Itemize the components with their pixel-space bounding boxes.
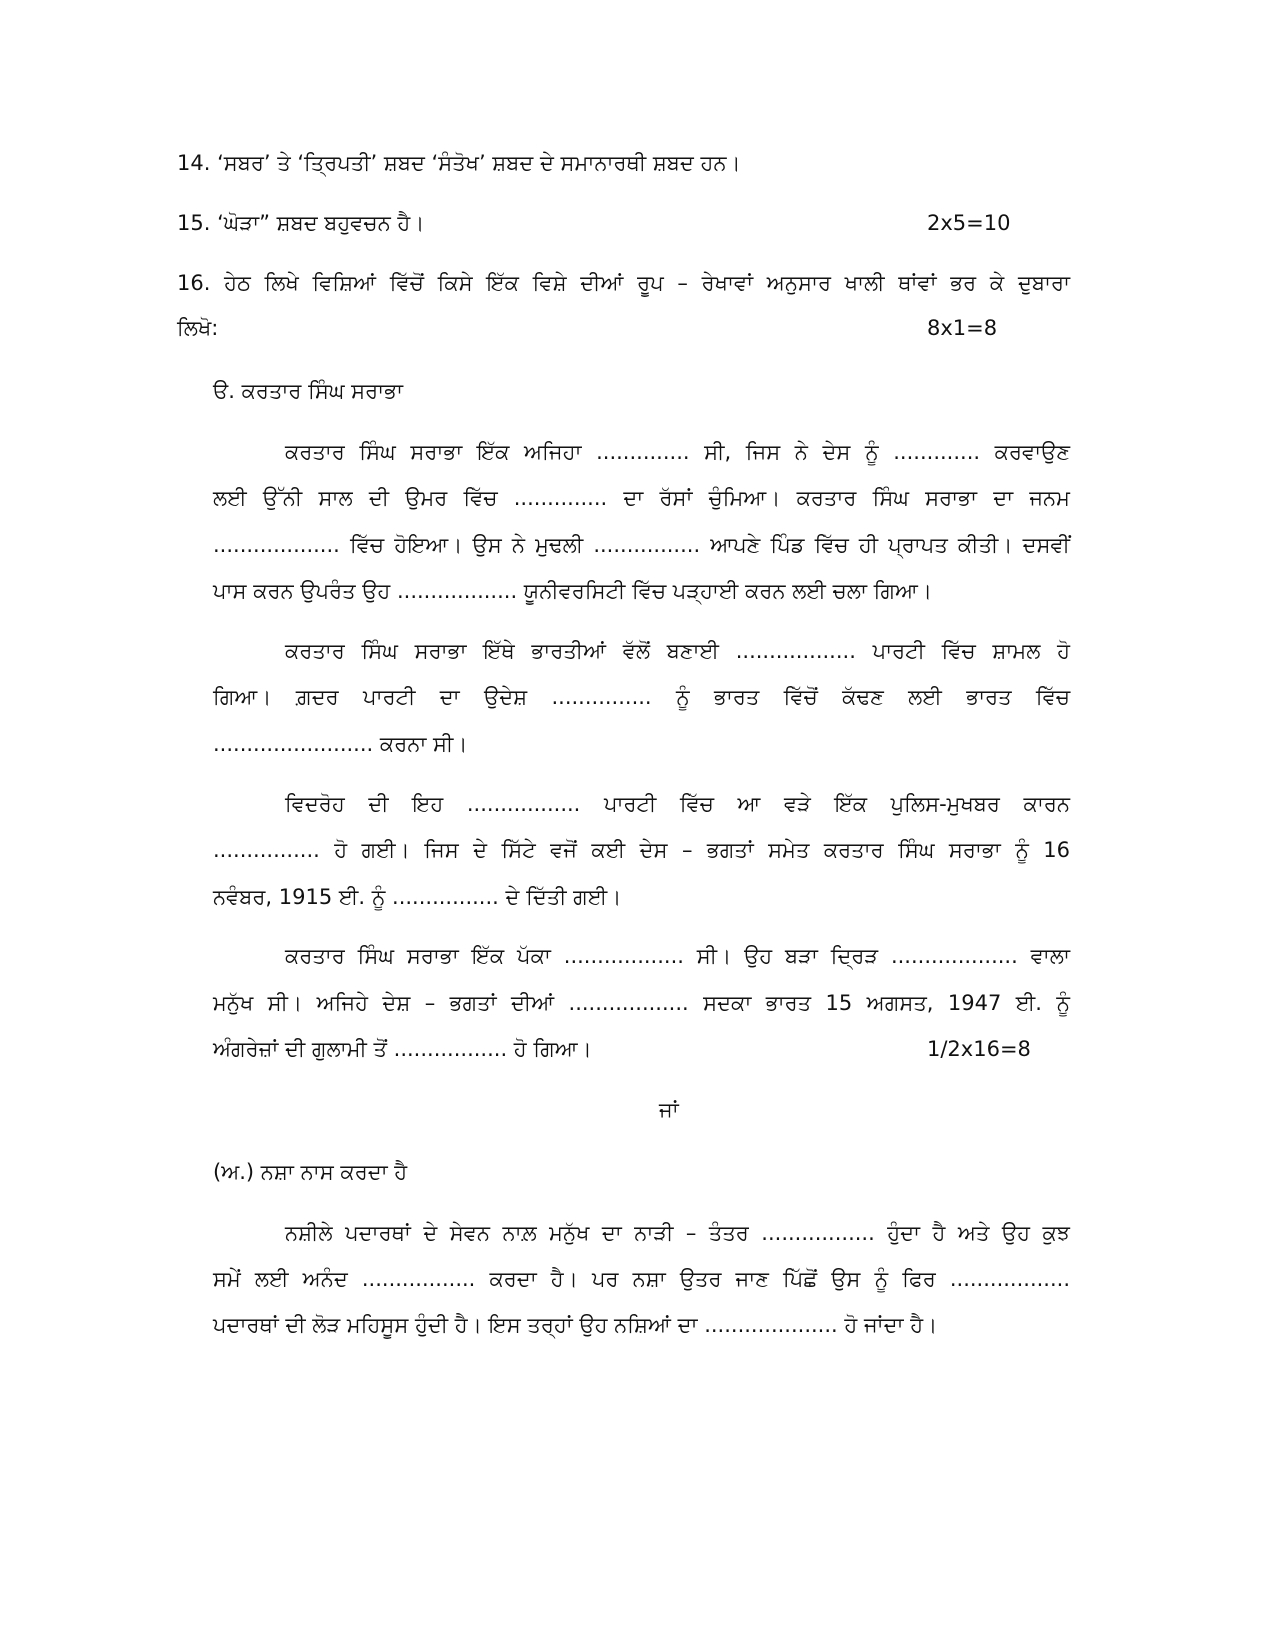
paragraph-4-marks: 1/2x16=8 <box>927 1037 1031 1061</box>
paragraph-4-line-2: ਮਨੁੱਖ ਸੀ। ਅਜਿਹੇ ਦੇਸ਼ – ਭਗਤਾਂ ਦੀਆਂ .................. ਸਦਕਾ ਭਾਰਤ 15 ਅਗਸਤ, 1947 ਈ. ਨੂੰ <box>213 991 1070 1015</box>
topic-a-title: ੳ. ਕਰਤਾਰ ਸਿੰਘ ਸਰਾਭਾ <box>213 379 404 403</box>
paragraph-3-line-3: ਨਵੰਬਰ, 1915 ਈ. ਨੂੰ ................ ਦੇ ਦਿੱਤੀ ਗਈ। <box>213 885 622 909</box>
paragraph-3-line-2: ................ ਹੋ ਗਈ। ਜਿਸ ਦੇ ਸਿੱਟੇ ਵਜੋਂ ਕਈ ਦੇਸ – ਭਗਤਾਂ ਸਮੇਤ ਕਰਤਾਰ ਸਿੰਘ ਸਰਾਭਾ ਨੂੰ 16 <box>213 838 1070 862</box>
paragraph-1-line-3: ................... ਵਿੱਚ ਹੋਇਆ। ਉਸ ਨੇ ਮੁਢਲੀ ................ ਆਪਣੇ ਪਿੰਡ ਵਿੱਚ ਹੀ ਪ੍ਰਾਪਤ ਕੀਤੀ। ਦਸਵੀਂ <box>213 533 1070 557</box>
paragraph-1-line-1: ਕਰਤਾਰ ਸਿੰਘ ਸਰਾਭਾ ਇੱਕ ਅਜਿਹਾ .............. ਸੀ, ਜਿਸ ਨੇ ਦੇਸ ਨੂੰ ............. ਕਰਵਾਉਣ <box>285 440 1070 464</box>
paragraph-2-line-2: ਗਿਆ। ਗ਼ਦਰ ਪਾਰਟੀ ਦਾ ਉਦੇਸ਼ ............... ਨੂੰ ਭਾਰਤ ਵਿੱਚੋਂ ਕੱਢਣ ਲਈ ਭਾਰਤ ਵਿੱਚ <box>213 685 1070 709</box>
paragraph-4-line-3: ਅੰਗਰੇਜ਼ਾਂ ਦੀ ਗੁਲਾਮੀ ਤੋਂ ................. ਹੋ ਗਿਆ। <box>213 1037 592 1061</box>
or-separator: ਜਾਂ <box>659 1098 679 1122</box>
paragraph-1-line-2: ਲਈ ਉੱਨੀ ਸਾਲ ਦੀ ਉਮਰ ਵਿੱਚ .............. ਦਾ ਰੱਸਾਂ ਚੁੰਮਿਆ। ਕਰਤਾਰ ਸਿੰਘ ਸਰਾਭਾ ਦਾ ਜਨਮ <box>213 486 1070 510</box>
question-16-line-1: 16. ਹੇਠ ਲਿਖੇ ਵਿਸ਼ਿਆਂ ਵਿੱਚੋਂ ਕਿਸੇ ਇੱਕ ਵਿਸ਼ੇ ਦੀਆਂ ਰੂਪ – ਰੇਖਾਵਾਂ ਅਨੁਸਾਰ ਖਾਲੀ ਥਾਂਵਾਂ ਭਰ ਕੇ ਦੁਬਾਰਾ <box>177 271 1070 295</box>
paragraph-5-line-2: ਸਮੇਂ ਲਈ ਅਨੰਦ ................. ਕਰਦਾ ਹੈ। ਪਰ ਨਸ਼ਾ ਉਤਰ ਜਾਣ ਪਿੱਛੋਂ ਉਸ ਨੂੰ ਫਿਰ .................. <box>213 1267 1070 1291</box>
paragraph-4-line-1: ਕਰਤਾਰ ਸਿੰਘ ਸਰਾਭਾ ਇੱਕ ਪੱਕਾ .................. ਸੀ। ਉਹ ਬੜਾ ਦ੍ਰਿੜ ................... ਵਾਲਾ <box>285 944 1070 968</box>
topic-b-title: (ਅ.) ਨਸ਼ਾ ਨਾਸ ਕਰਦਾ ਹੈ <box>213 1160 408 1184</box>
question-16-marks: 8x1=8 <box>927 316 998 340</box>
paragraph-5-line-3: ਪਦਾਰਥਾਂ ਦੀ ਲੋੜ ਮਹਿਸੂਸ ਹੁੰਦੀ ਹੈ। ਇਸ ਤਰ੍ਹਾਂ ਉਹ ਨਸ਼ਿਆਂ ਦਾ .................... ਹੋ ਜਾਂਦਾ ਹੈ। <box>213 1313 938 1337</box>
question-15-marks: 2x5=10 <box>927 211 1011 235</box>
question-15: 15. ‘ਘੋੜਾ” ਸ਼ਬਦ ਬਹੁਵਚਨ ਹੈ। <box>177 211 425 235</box>
paragraph-2-line-3: ........................ ਕਰਨਾ ਸੀ। <box>213 732 468 756</box>
question-16-line-2: ਲਿਖੋ: <box>177 316 219 340</box>
paragraph-5-line-1: ਨਸ਼ੀਲੇ ਪਦਾਰਥਾਂ ਦੇ ਸੇਵਨ ਨਾਲ਼ ਮਨੁੱਖ ਦਾ ਨਾੜੀ – ਤੰਤਰ ................. ਹੁੰਦਾ ਹੈ ਅਤੇ ਉਹ ਕੁਝ <box>285 1221 1070 1245</box>
paragraph-3-line-1: ਵਿਦਰੋਹ ਦੀ ਇਹ ................. ਪਾਰਟੀ ਵਿੱਚ ਆ ਵੜੇ ਇੱਕ ਪੁਲਿਸ-ਮੁਖਬਰ ਕਾਰਨ <box>285 792 1070 816</box>
paragraph-2-line-1: ਕਰਤਾਰ ਸਿੰਘ ਸਰਾਭਾ ਇੱਥੇ ਭਾਰਤੀਆਂ ਵੱਲੋਂ ਬਣਾਈ .................. ਪਾਰਟੀ ਵਿੱਚ ਸ਼ਾਮਲ ਹੋ <box>285 639 1070 663</box>
paragraph-1-line-4: ਪਾਸ ਕਰਨ ਉਪਰੰਤ ਉਹ .................. ਯੂਨੀਵਰਸਿਟੀ ਵਿੱਚ ਪੜ੍ਹਾਈ ਕਰਨ ਲਈ ਚਲਾ ਗਿਆ। <box>213 579 933 603</box>
question-14: 14. ‘ਸਬਰ’ ਤੇ ‘ਤ੍ਰਿਪਤੀ’ ਸ਼ਬਦ ‘ਸੰਤੋਖ’ ਸ਼ਬਦ ਦੇ ਸਮਾਨਾਰਥੀ ਸ਼ਬਦ ਹਨ। <box>177 151 741 175</box>
